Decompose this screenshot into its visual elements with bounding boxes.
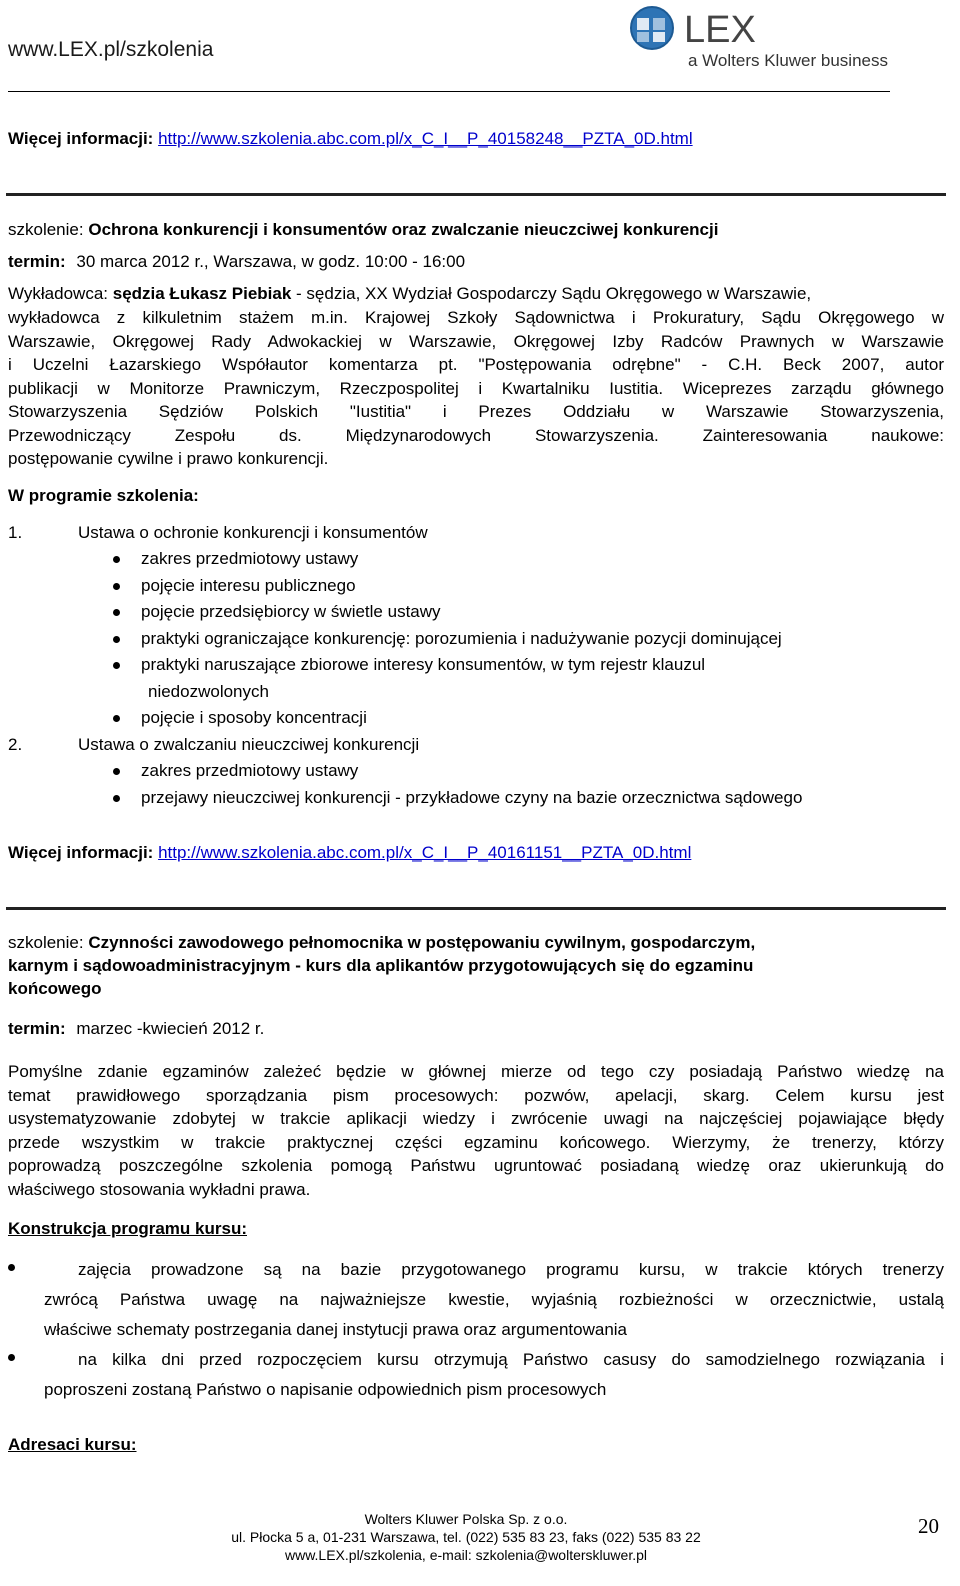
training-prefix: szkolenie: <box>8 933 84 952</box>
section-number: 2. <box>8 734 23 754</box>
section-divider <box>6 193 946 196</box>
intro-line: przede wszystkim w trakcie praktycznej części egzaminu końcowego. Wierzymy, że trenerzy, którzy <box>8 1132 944 1152</box>
construction-item-1: zajęcia prowadzone są na bazie przygotowanego programu kursu, w trakcie których trenerzy zwrócą Państwa uwagę na najważniejsze kwestie, wyjaśnią rozbieżności w orzecznictwie, ustalą właściwe schematy postrzegania danej instytucji prawa oraz argumentowania <box>8 1255 944 1345</box>
bullet-icon <box>113 768 120 775</box>
bullet-icon <box>113 609 120 616</box>
training-1-term-row <box>8 252 465 272</box>
list-item-continuation: niedozwolonych <box>148 681 269 701</box>
term-value: marzec -kwiecień 2012 r. <box>76 1019 265 1038</box>
training-title-line: końcowego <box>8 979 102 998</box>
list-item: pojęcie interesu publicznego <box>113 573 356 600</box>
training-1-title-row <box>8 220 718 240</box>
bullet-icon <box>113 636 120 643</box>
footer-company: Wolters Kluwer Polska Sp. z o.o. <box>364 1511 568 1527</box>
bio-line: wykładowca z kilkuletnim stażem m.in. Krajowej Szkoły Sądownictwa i Prokuratury, Sądu Okręgowego w <box>8 308 944 327</box>
bio-line: postępowanie cywilne i prawo konkurencji. <box>8 449 329 468</box>
section-title: Ustawa o zwalczaniu nieuczciwej konkurencji <box>78 734 420 754</box>
bullet-icon <box>8 1354 15 1361</box>
training-title: Ochrona konkurencji i konsumentów oraz zwalczanie nieuczciwej konkurencji <box>88 220 719 239</box>
construction-item-2: na kilka dni przed rozpoczęciem kursu otrzymują Państwo casusy do samodzielnego rozwiązania i poproszeni zostaną Państwo o napisanie odpowiednich pism procesowych <box>8 1345 944 1405</box>
list-item: praktyki naruszające zbiorowe interesy konsumentów, w tym rejestr klauzul <box>113 652 705 679</box>
bullet-icon <box>113 662 120 669</box>
intro-line: właściwego stosowania wykładni prawa. <box>8 1179 311 1199</box>
lecturer-bio <box>8 306 944 471</box>
bio-line: Stowarzyszenia Sędziów Polskich "Iustitia" i Prezes Oddziału w Warszawie Stowarzyszenia, <box>8 402 944 421</box>
header-divider <box>8 91 890 92</box>
training-title-line: karnym i sądowoadministracyjnym - kurs dla aplikantów przygotowujących się do egzaminu <box>8 956 754 975</box>
lex-logo <box>628 4 908 74</box>
program-section-2 <box>8 732 420 759</box>
bio-line: publikacji w Monitorze Prawniczym, Rzeczpospolitej i Kwartalniku Iustitia. Wiceprezes zarządu głównego <box>8 378 944 398</box>
training-2-intro <box>8 1060 944 1201</box>
term-label: termin: <box>8 1019 66 1038</box>
list-item: zakres przedmiotowy ustawy <box>113 546 358 573</box>
more-info-2 <box>8 843 691 863</box>
section-title: Ustawa o ochronie konkurencji i konsumentów <box>78 523 428 542</box>
intro-line: temat prawidłowego sporządzania pism procesowych: pozwów, apelacji, skarg. Celem kursu jest <box>8 1085 944 1105</box>
more-info-1 <box>8 129 693 149</box>
program-section-1 <box>8 520 428 547</box>
bullet-icon <box>113 795 120 802</box>
bullet-icon <box>8 1264 15 1271</box>
training-2-title-block <box>8 931 755 1000</box>
bio-line: i Uczelni Łazarskiego Współautor komentarza pt. "Postępowania odrębne" - C.H. Beck 2007, autor <box>8 355 944 374</box>
page-number: 20 <box>918 1514 939 1538</box>
logo-tagline: a Wolters Kluwer business <box>688 51 888 70</box>
more-info-label: Więcej informacji: <box>8 843 154 862</box>
lex-globe-icon <box>628 4 908 74</box>
more-info-label: Więcej informacji: <box>8 129 154 148</box>
footer-contact: www.LEX.pl/szkolenia, e-mail: szkolenia@wolterskluwer.pl <box>284 1547 648 1563</box>
addressees-heading: Adresaci kursu: <box>8 1435 137 1454</box>
bullet-icon <box>113 583 120 590</box>
intro-line: poprowadzą poszczególne szkolenia pomogą Państwu ugruntować posiadaną wiedzę oraz ukierunkują do <box>8 1156 944 1175</box>
intro-line: Pomyślne zdanie egzaminów zależeć będzie w głównej mierze od tego czy posiadają Państwo wiedzę na <box>8 1062 944 1081</box>
more-info-link[interactable]: http://www.szkolenia.abc.com.pl/x_C_I__P_40161151__PZTA_0D.html <box>158 843 692 862</box>
construction-heading: Konstrukcja programu kursu: <box>8 1219 247 1238</box>
list-item: pojęcie i sposoby koncentracji <box>113 705 367 732</box>
lecturer-name: sędzia Łukasz Piebiak <box>112 284 292 303</box>
training-prefix: szkolenie: <box>8 220 84 239</box>
training-2-term-row <box>8 1019 264 1039</box>
section-number: 1. <box>8 523 23 542</box>
more-info-link[interactable]: http://www.szkolenia.abc.com.pl/x_C_I__P_40158248__PZTA_0D.html <box>158 129 693 148</box>
bio-line: Przewodniczący Zespołu ds. Międzynarodowych Stowarzyszenia. Zainteresowania naukowe: <box>8 425 944 445</box>
bio-line: Warszawie, Okręgowej Rady Adwokackiej w Warszawie, Okręgowej Izby Radców Prawnych w Warszawie <box>8 331 944 351</box>
lecturer-row <box>8 284 811 304</box>
program-heading: W programie szkolenia: <box>8 486 199 505</box>
logo-text: LEX <box>684 9 756 51</box>
training-title-line: Czynności zawodowego pełnomocnika w postępowaniu cywilnym, gospodarczym, <box>88 933 756 952</box>
bullet-icon <box>113 715 120 722</box>
intro-line: usystematyzowanie zdobytej w trakcie aplikacji wiedzy i zwrócenie uwagi na najczęściej pojawiające błędy <box>8 1109 944 1128</box>
list-item: przejawy nieuczciwej konkurencji - przykładowe czyny na bazie orzecznictwa sądowego <box>113 785 802 812</box>
list-item: zakres przedmiotowy ustawy <box>113 758 358 785</box>
site-url[interactable]: www.LEX.pl/szkolenia <box>8 38 214 61</box>
term-value: 30 marca 2012 r., Warszawa, w godz. 10:00 - 16:00 <box>76 252 466 271</box>
lecturer-position: - sędzia, XX Wydział Gospodarczy Sądu Okręgowego w Warszawie, <box>291 284 812 303</box>
term-label: termin: <box>8 252 66 271</box>
section-divider <box>6 907 946 910</box>
list-item: praktyki ograniczające konkurencję: porozumienia i nadużywanie pozycji dominującej <box>113 626 782 653</box>
bullet-icon <box>113 556 120 563</box>
list-item: pojęcie przedsiębiorcy w świetle ustawy <box>113 599 441 626</box>
footer-address: ul. Płocka 5 a, 01-231 Warszawa, tel. (022) 535 83 23, faks (022) 535 83 22 <box>231 1529 701 1545</box>
lecturer-label: Wykładowca: <box>8 284 108 303</box>
